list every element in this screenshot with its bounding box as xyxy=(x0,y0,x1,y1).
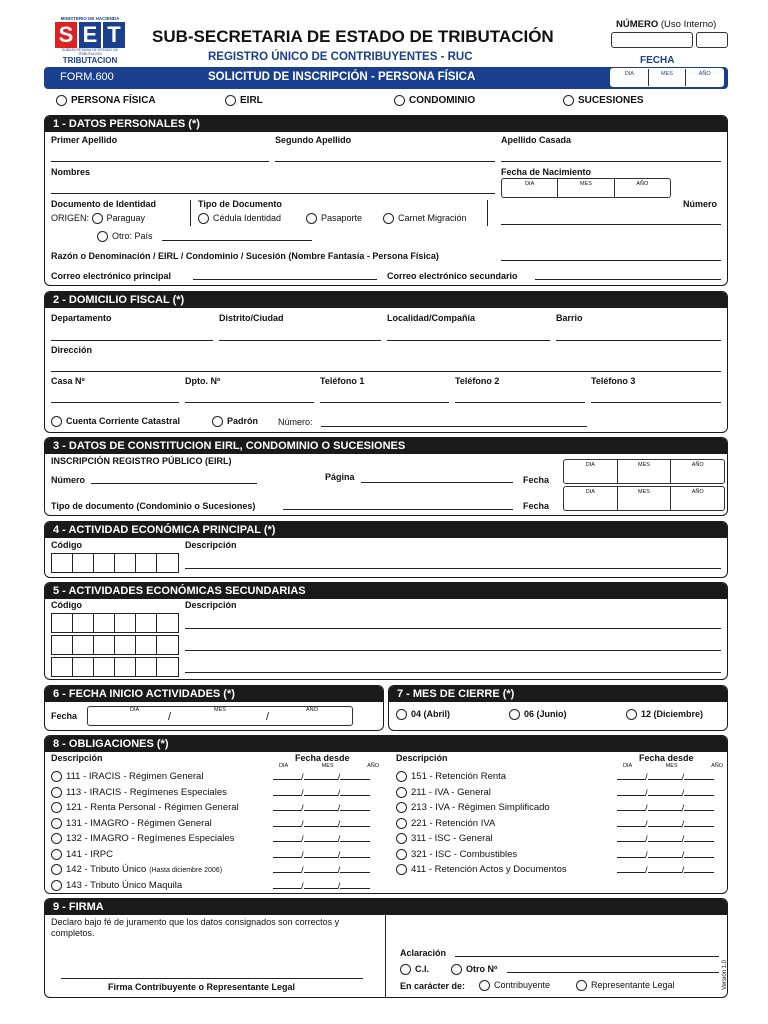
radio-icon xyxy=(383,213,394,224)
obligacion-fecha[interactable]: / / xyxy=(273,803,370,814)
obligacion-fecha[interactable]: / / xyxy=(617,834,714,845)
radio-icon xyxy=(626,709,637,720)
segundo-apellido-label: Segundo Apellido xyxy=(275,135,352,145)
tel3-field[interactable] xyxy=(591,402,721,403)
barrio-field[interactable] xyxy=(556,340,721,341)
caracter-label: En carácter de: xyxy=(400,981,466,991)
pagina-label: Página xyxy=(325,472,355,482)
obligacion-fecha[interactable]: / / xyxy=(273,819,370,830)
obligacion-fecha[interactable]: / / xyxy=(273,788,370,799)
radio-icon xyxy=(51,416,62,427)
obligacion-fecha[interactable]: / / xyxy=(617,865,714,876)
tel1-field[interactable] xyxy=(320,402,449,403)
form-code: FORM.600 xyxy=(60,71,114,83)
obl-fecha-right: Fecha desde xyxy=(639,753,694,763)
codigo-cells-2[interactable] xyxy=(51,635,179,655)
obligacion-label: 132 - IMAGRO - Regímenes Especiales xyxy=(66,833,235,845)
obligacion-fecha[interactable]: / / xyxy=(273,865,370,876)
primer-apellido-label: Primer Apellido xyxy=(51,135,118,145)
obligacion-option[interactable] xyxy=(51,864,222,875)
tel3-label: Teléfono 3 xyxy=(591,376,636,386)
casa-label: Casa Nº xyxy=(51,376,85,386)
numero-doc-field[interactable] xyxy=(501,224,721,225)
padron-option[interactable]: Padrón xyxy=(212,416,258,427)
radio-icon xyxy=(51,787,62,798)
divider xyxy=(487,200,488,226)
obligacion-label: 111 - IRACIS - Régimen General xyxy=(66,771,204,783)
radio-icon xyxy=(563,95,574,106)
section-mes-cierre xyxy=(388,685,728,731)
type-eirl[interactable]: EIRL xyxy=(225,95,263,106)
radio-icon xyxy=(51,880,62,891)
obl-desc-left: Descripción xyxy=(51,753,103,763)
obligacion-option[interactable] xyxy=(51,802,239,813)
localidad-field[interactable] xyxy=(387,340,550,341)
obl-desc-right: Descripción xyxy=(396,753,448,763)
radio-icon xyxy=(56,95,67,106)
radio-icon xyxy=(51,818,62,829)
radio-icon xyxy=(51,771,62,782)
doc-id-label: Documento de Identidad xyxy=(51,199,157,209)
numero-label: NÚMERO (Uso Interno) xyxy=(616,19,717,30)
ci-option[interactable]: C.I. xyxy=(400,964,429,975)
razon-label: Razón o Denominación / EIRL / Condominio / Sucesión (Nombre Fantasía - Persona Física) xyxy=(51,251,439,261)
registro-numero-field[interactable] xyxy=(91,483,257,484)
obligacion-option[interactable] xyxy=(396,802,550,813)
section-title: 1 - DATOS PERSONALES (*) xyxy=(45,116,727,132)
section-obligaciones xyxy=(44,735,728,894)
catastro-numero-field[interactable] xyxy=(321,426,587,427)
type-sucesiones[interactable]: SUCESIONES xyxy=(563,95,644,106)
nombres-field[interactable] xyxy=(51,193,495,194)
primer-apellido-field[interactable] xyxy=(51,161,269,162)
obligacion-fecha[interactable]: / / xyxy=(617,803,714,814)
obligacion-fecha[interactable]: / / xyxy=(617,850,714,861)
correo2-field[interactable] xyxy=(535,279,721,280)
barrio-label: Barrio xyxy=(556,313,583,323)
distrito-field[interactable] xyxy=(219,340,381,341)
firma-field[interactable] xyxy=(61,978,363,979)
section-title: 6 - FECHA INICIO ACTIVIDADES (*) xyxy=(45,686,383,702)
radio-icon xyxy=(51,833,62,844)
direccion-label: Dirección xyxy=(51,345,93,355)
section-firma xyxy=(44,898,728,998)
obligacion-option[interactable] xyxy=(396,787,491,798)
fecha-tipo-label: Fecha xyxy=(523,501,550,511)
nacimiento-date[interactable]: DIA MES AÑO xyxy=(501,178,671,198)
obligacion-label: 211 - IVA - General xyxy=(411,786,491,798)
obligacion-label: 151 - Retención Renta xyxy=(411,771,507,783)
origen-paraguay[interactable]: Paraguay xyxy=(92,213,146,223)
apellido-casada-field[interactable] xyxy=(501,161,721,162)
otro-pais-field[interactable] xyxy=(162,240,312,241)
casa-field[interactable] xyxy=(51,402,179,403)
caracter-contribuyente[interactable]: Contribuyente xyxy=(479,980,550,991)
numero-doc-label: Número xyxy=(683,199,718,209)
obligacion-fecha[interactable]: / / xyxy=(273,834,370,845)
nombres-label: Nombres xyxy=(51,167,91,177)
section-actividades-secundarias xyxy=(44,582,728,680)
obligacion-option[interactable] xyxy=(396,818,495,829)
radio-icon xyxy=(92,213,103,224)
radio-icon xyxy=(51,864,62,875)
obligacion-option[interactable] xyxy=(51,787,227,798)
obligacion-label: 113 - IRACIS - Regímenes Especiales xyxy=(66,786,227,798)
radio-icon xyxy=(576,980,587,991)
descripcion-label: Descripción xyxy=(185,600,237,610)
radio-icon xyxy=(396,849,407,860)
fecha-registro-label: Fecha xyxy=(523,475,550,485)
radio-icon xyxy=(451,964,462,975)
radio-icon xyxy=(198,213,209,224)
obligacion-fecha[interactable]: / / xyxy=(617,772,714,783)
obligacion-fecha[interactable]: / / xyxy=(273,850,370,861)
fecha-tipo-date[interactable]: DIA MES AÑO xyxy=(563,486,725,511)
logo-subtitle: SUBSECRETARIA DE ESTADO DE TRIBUTACION xyxy=(62,48,118,56)
depto-field[interactable] xyxy=(51,340,213,341)
obligacion-option[interactable] xyxy=(396,849,517,860)
logo xyxy=(52,16,128,66)
tipo-cedula[interactable]: Cédula Identidad xyxy=(198,213,281,224)
logo-letter-s: S xyxy=(55,22,77,48)
radio-icon xyxy=(394,95,405,106)
codigo-cells-1[interactable] xyxy=(51,613,179,633)
apellido-casada-label: Apellido Casada xyxy=(501,135,572,145)
origen-otro[interactable]: Otro: País xyxy=(97,231,153,242)
descripcion-field-2[interactable] xyxy=(185,650,721,651)
otro-option[interactable]: Otro Nº xyxy=(451,964,497,975)
correo1-label: Correo electrónico principal xyxy=(51,271,172,281)
obligacion-fecha[interactable]: / / xyxy=(617,819,714,830)
type-condominio[interactable]: CONDOMINIO xyxy=(394,95,475,106)
radio-icon xyxy=(400,964,411,975)
obligacion-option[interactable] xyxy=(51,771,203,782)
pagina-field[interactable] xyxy=(361,482,513,483)
obligacion-label: 143 - Tributo Único Maquila xyxy=(66,879,183,891)
page-title: SUB-SECRETARIA DE ESTADO DE TRIBUTACIÓN xyxy=(152,27,554,46)
descripcion-field-1[interactable] xyxy=(185,628,721,629)
tipo-carnet[interactable]: Carnet Migración xyxy=(383,213,467,224)
tel1-label: Teléfono 1 xyxy=(320,376,365,386)
razon-field[interactable] xyxy=(501,260,721,261)
descripcion-label: Descripción xyxy=(185,540,237,550)
obligacion-option[interactable] xyxy=(51,880,182,891)
obligacion-option[interactable] xyxy=(51,818,212,829)
divider xyxy=(190,200,191,226)
obligacion-label: 311 - ISC - General xyxy=(411,833,493,845)
radio-icon xyxy=(396,864,407,875)
version-label: Versión 1.0 xyxy=(722,959,728,990)
logo-letter-e: E xyxy=(79,22,101,48)
nacimiento-label: Fecha de Nacimiento xyxy=(501,167,592,177)
numero-box[interactable] xyxy=(611,32,693,48)
section-domicilio xyxy=(44,291,728,433)
obl-date-cols-left: DIA MES AÑO xyxy=(279,763,379,769)
radio-icon xyxy=(97,231,108,242)
section-fecha-inicio xyxy=(44,685,384,731)
section-constitucion xyxy=(44,437,728,516)
obligacion-label: 321 - ISC - Combustibles xyxy=(411,848,518,860)
section-title: 8 - OBLIGACIONES (*) xyxy=(45,736,727,752)
section-title: 3 - DATOS DE CONSTITUCION EIRL, CONDOMINIO O SUCESIONES xyxy=(45,438,727,454)
logo-bottom: TRIBUTACION xyxy=(62,56,118,65)
obligacion-fecha[interactable]: / / xyxy=(617,788,714,799)
section-actividad-principal xyxy=(44,521,728,578)
cierre-diciembre[interactable]: 12 (Diciembre) xyxy=(626,709,703,720)
obligacion-label: 213 - IVA - Régimen Simplificado xyxy=(411,802,550,814)
radio-icon xyxy=(212,416,223,427)
segundo-apellido-field[interactable] xyxy=(275,161,495,162)
depto-label: Departamento xyxy=(51,313,112,323)
type-persona[interactable]: PERSONA FÍSICA xyxy=(56,95,156,106)
distrito-label: Distrito/Ciudad xyxy=(219,313,284,323)
section-title: 9 - FIRMA xyxy=(45,899,727,915)
firma-label: Firma Contribuyente o Representante Legal xyxy=(108,982,296,992)
obligacion-label: 221 - Retención IVA xyxy=(411,817,496,829)
radio-icon xyxy=(396,833,407,844)
radio-icon xyxy=(51,849,62,860)
fecha-inicio-date[interactable]: DIA MES AÑO / / xyxy=(87,706,353,726)
codigo-label: Código xyxy=(51,600,82,610)
section-datos-personales xyxy=(44,115,728,286)
correo1-field[interactable] xyxy=(193,279,377,280)
radio-icon xyxy=(396,802,407,813)
form-title: SOLICITUD DE INSCRIPCIÓN - PERSONA FÍSICA xyxy=(208,71,476,83)
obligacion-option[interactable] xyxy=(396,864,567,875)
cuenta-option[interactable]: Cuenta Corriente Catastral xyxy=(51,416,180,427)
radio-icon xyxy=(396,771,407,782)
obligacion-note: (Hasta diciembre 2006) xyxy=(149,867,223,875)
descripcion-field[interactable] xyxy=(185,568,721,569)
section-title: 2 - DOMICILIO FISCAL (*) xyxy=(45,292,727,308)
numero-box-small[interactable] xyxy=(696,32,728,48)
tel2-field[interactable] xyxy=(455,402,585,403)
localidad-label: Localidad/Compañía xyxy=(387,313,476,323)
declaracion-text: Declaro bajo fé de juramento que los datos consignados son correctos y completos. xyxy=(51,917,340,938)
section-title: 7 - MES DE CIERRE (*) xyxy=(389,686,727,702)
registro-numero-label: Número xyxy=(51,475,86,485)
tipo-doc-label: Tipo de Documento xyxy=(198,199,282,209)
obligacion-label: 131 - IMAGRO - Régimen General xyxy=(66,817,212,829)
radio-icon xyxy=(306,213,317,224)
radio-icon xyxy=(479,980,490,991)
radio-icon xyxy=(396,709,407,720)
obligacion-option[interactable] xyxy=(51,833,234,844)
origen-row: ORIGEN: Paraguay xyxy=(51,213,146,223)
obligacion-option[interactable] xyxy=(396,833,493,844)
obligacion-label: 121 - Renta Personal - Régimen General xyxy=(66,802,239,814)
aclaracion-field[interactable] xyxy=(455,956,719,957)
aclaracion-label: Aclaración xyxy=(400,948,447,958)
header-date-box[interactable]: DIA MES AÑO xyxy=(610,68,724,87)
cierre-junio[interactable]: 06 (Junio) xyxy=(509,709,567,720)
descripcion-field-3[interactable] xyxy=(185,672,721,673)
obl-date-cols-right: DIA MES AÑO xyxy=(623,763,723,769)
obligacion-option[interactable] xyxy=(396,771,506,782)
obligacion-label: 142 - Tributo Único xyxy=(66,864,147,876)
obligacion-fecha[interactable]: / / xyxy=(273,772,370,783)
radio-icon xyxy=(396,787,407,798)
radio-icon xyxy=(396,818,407,829)
fecha-label: FECHA xyxy=(640,55,675,66)
tipo-documento-label: Tipo de documento (Condominio o Sucesiones) xyxy=(51,501,256,511)
direccion-field[interactable] xyxy=(51,371,721,372)
registro-label: INSCRIPCIÓN REGISTRO PÚBLICO (EIRL) xyxy=(51,456,232,466)
obligacion-fecha[interactable]: / / xyxy=(273,881,370,892)
tipo-documento-field[interactable] xyxy=(283,509,513,510)
cierre-abril[interactable]: 04 (Abril) xyxy=(396,709,450,720)
codigo-label: Código xyxy=(51,540,82,550)
codigo-cells[interactable] xyxy=(51,553,179,573)
fecha-inicio-label: Fecha xyxy=(51,711,78,721)
radio-icon xyxy=(225,95,236,106)
logo-letter-t: T xyxy=(103,22,125,48)
radio-icon xyxy=(509,709,520,720)
obligacion-label: 411 - Retención Actos y Documentos xyxy=(411,864,567,876)
obligacion-option[interactable] xyxy=(51,849,113,860)
correo2-label: Correo electrónico secundario xyxy=(387,271,518,281)
divider xyxy=(385,915,386,998)
dpto-field[interactable] xyxy=(185,402,314,403)
page-subtitle: REGISTRO ÚNICO DE CONTRIBUYENTES - RUC xyxy=(208,51,473,63)
obligacion-label: 141 - IRPC xyxy=(66,848,113,860)
logo-ministry: MINISTERIO DE HACIENDA xyxy=(60,16,120,21)
obl-fecha-left: Fecha desde xyxy=(295,753,350,763)
dpto-label: Dpto. Nº xyxy=(185,376,221,386)
section-title: 4 - ACTIVIDAD ECONÓMICA PRINCIPAL (*) xyxy=(45,522,727,538)
caracter-representante[interactable]: Representante Legal xyxy=(576,980,675,991)
fecha-registro-date[interactable]: DIA MES AÑO xyxy=(563,459,725,484)
ci-numero-field[interactable] xyxy=(507,972,719,973)
catastro-numero-label: Número: xyxy=(278,417,313,427)
form-banner xyxy=(44,67,728,89)
radio-icon xyxy=(51,802,62,813)
section-title: 5 - ACTIVIDADES ECONÓMICAS SECUNDARIAS xyxy=(45,583,727,599)
codigo-cells-3[interactable] xyxy=(51,657,179,677)
tipo-pasaporte[interactable]: Pasaporte xyxy=(306,213,362,224)
tel2-label: Teléfono 2 xyxy=(455,376,500,386)
